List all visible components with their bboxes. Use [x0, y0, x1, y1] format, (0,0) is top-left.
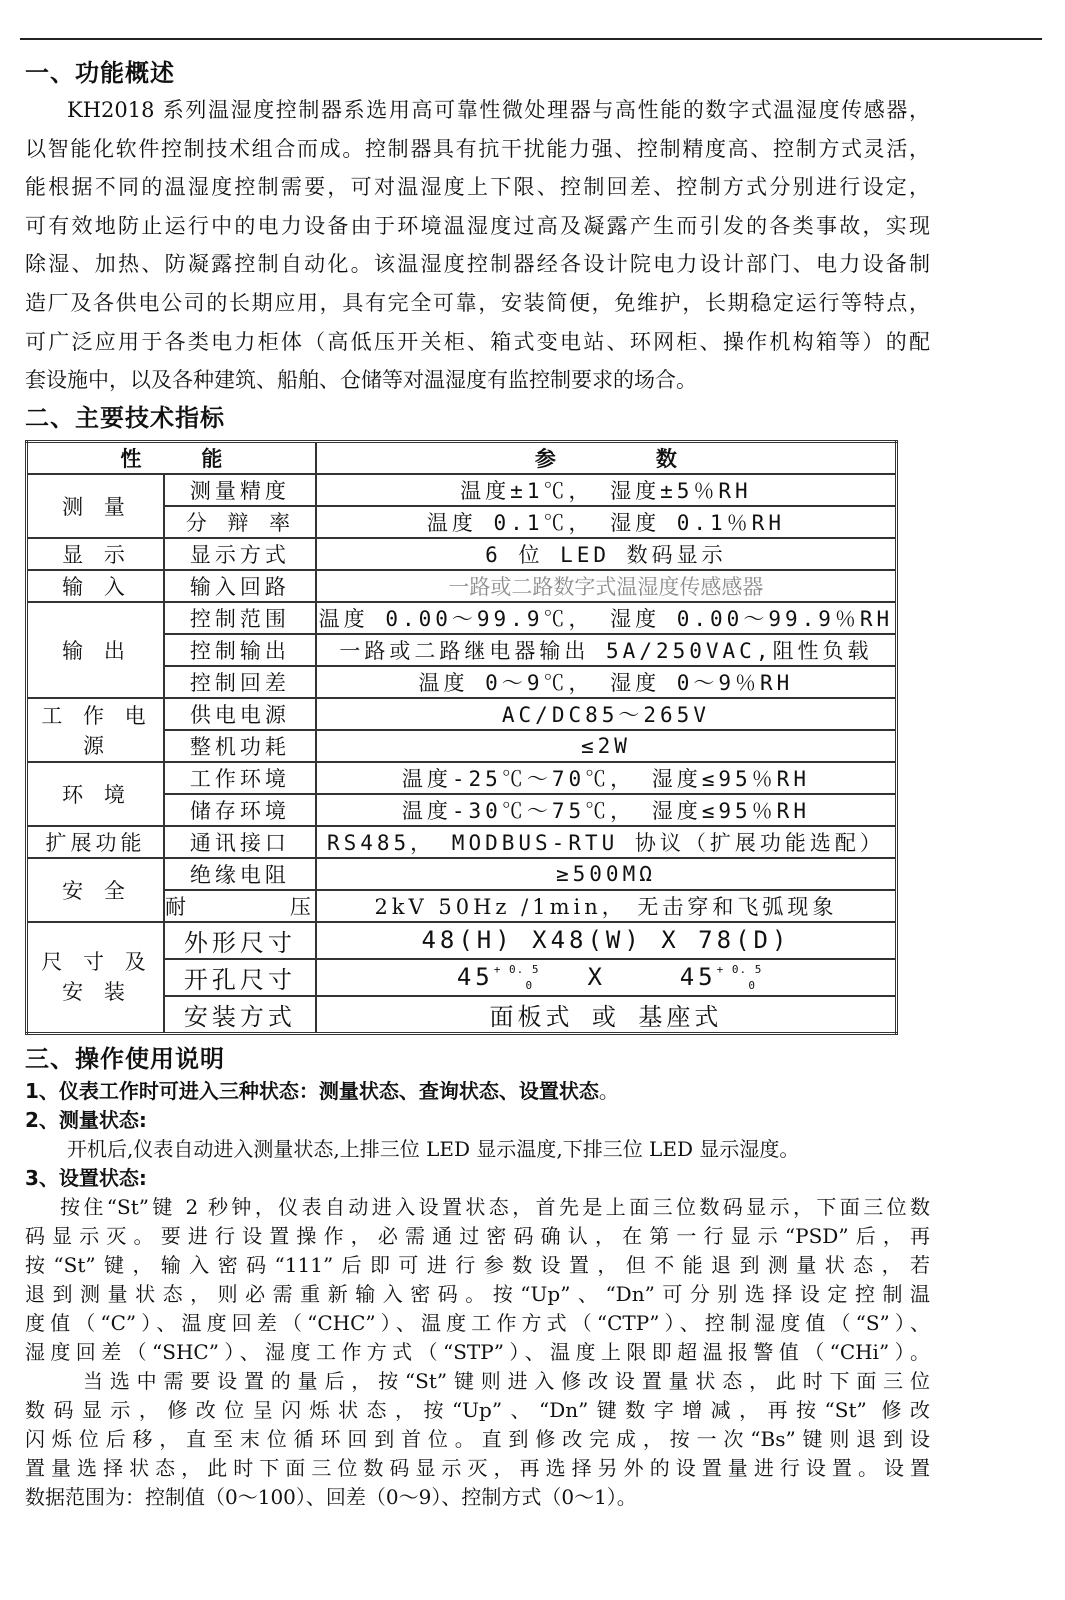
group-size-install: 尺 寸 及 安 装: [27, 922, 165, 1034]
modify-paragraph: [25, 1367, 930, 1512]
paragraph-line: 当选中需要设置的量后，按“St”键则进入修改设置量状态，此时下面三位: [83, 1368, 930, 1393]
table-row: [27, 698, 897, 730]
paragraph-line: 度值（“C”）、温度回差（“CHC”）、温度工作方式（“CTP”）、控制湿度值（“S”）、: [25, 1310, 930, 1335]
table-row: [27, 570, 897, 602]
section-1-title: 一、功能概述: [25, 59, 175, 87]
table-row: [27, 474, 897, 506]
item-cell: 显示方式: [164, 538, 316, 570]
item-cell: 绝缘电阻: [164, 858, 316, 890]
group-power: 工 作 电 源: [27, 698, 165, 762]
paragraph-line: 数码显示，修改位呈闪烁状态，按“Up”、“Dn”键数字增减，再按“St” 修改: [25, 1397, 930, 1422]
state-names: 测量状态、查询状态、设置状态: [318, 1078, 599, 1103]
state-list: 1、仪表工作时可进入三种状态：测量状态、查询状态、设置状态。: [25, 1078, 619, 1103]
paragraph-line: 码显示灭。要进行设置操作，必需通过密码确认，在第一行显示“PSD”后，再: [25, 1223, 930, 1248]
group-input: 输 入: [27, 570, 165, 602]
table-row: [27, 762, 897, 794]
header-performance: 性 能: [27, 441, 316, 474]
item-cell: 输入回路: [164, 570, 316, 602]
item-cell: 测量精度: [164, 474, 316, 506]
value-cell: 一路或二路数字式温湿度传感感器: [316, 570, 897, 602]
paragraph-line: 湿度回差（“SHC”）、湿度工作方式（“STP”）、温度上限即超温报警值（“CHi”）。: [25, 1339, 930, 1364]
paragraph-line: 能根据不同的温湿度控制需要，可对温湿度上下限、控制回差、控制方式分别进行设定，: [25, 175, 930, 200]
value-cell: RS485， MODBUS-RTU 协议（扩展功能选配）: [316, 826, 897, 858]
table-row: [27, 538, 897, 570]
setting-state-paragraph: [25, 1193, 930, 1367]
spec-table: [25, 440, 898, 1035]
paragraph-line: 按住“St”键 2 秒钟，仪表自动进入设置状态，首先是上面三位数码显示，下面三位数: [60, 1194, 930, 1219]
item-cell: 安装方式: [164, 996, 316, 1034]
paragraph-line: 以智能化软件控制技术组合而成。控制器具有抗干扰能力强、控制精度高、控制方式灵活，: [25, 136, 930, 161]
group-extension: 扩展功能: [27, 826, 165, 858]
paragraph-line: 可广泛应用于各类电力柜体（高低压开关柜、箱式变电站、环网柜、操作机构箱等）的配: [25, 329, 930, 354]
setting-state-heading: 3、设置状态:: [25, 1165, 147, 1190]
item-cell: 控制输出: [164, 634, 316, 666]
group-output: 输 出: [27, 602, 165, 698]
item-cell: 通讯接口: [164, 826, 316, 858]
item-cell: 耐 压: [164, 890, 316, 922]
item-cell: 外形尺寸: [164, 922, 316, 959]
item-cell: 储存环境: [164, 794, 316, 826]
item-cell: 供电电源: [164, 698, 316, 730]
value-cell: 温度-25℃～70℃， 湿度≤95％RH: [316, 762, 897, 794]
paragraph-line: 退到测量状态，则必需重新输入密码。按“Up”、“Dn”可分别选择设定控制温: [25, 1281, 930, 1306]
value-cell: 温度 0.1℃， 湿度 0.1％RH: [316, 506, 897, 538]
table-row: [27, 922, 897, 959]
paragraph-line: 按“St”键，输入密码“111”后即可进行参数设置，但不能退到测量状态，若: [25, 1252, 930, 1277]
value-cell: 温度 0.00～99.9℃， 湿度 0.00～99.9％RH: [316, 602, 897, 634]
paragraph-line: 闪烁位后移，直至末位循环回到首位。直到修改完成，按一次“Bs”键则退到设: [25, 1426, 930, 1451]
value-cell: 6 位 LED 数码显示: [316, 538, 897, 570]
paragraph-line: 造厂及各供电公司的长期应用，具有完全可靠，安装简便，免维护，长期稳定运行等特点，: [25, 290, 930, 315]
item-cell: 分 辩 率: [164, 506, 316, 538]
group-safety: 安 全: [27, 858, 165, 922]
value-cell: 一路或二路继电器输出 5A/250VAC,阻性负载: [316, 634, 897, 666]
value-cell: 48(H) X48(W) X 78(D): [316, 922, 897, 959]
spec-header-row: [27, 441, 897, 474]
header-parameters: 参 数: [316, 441, 897, 474]
value-cell: 温度±1℃， 湿度±5％RH: [316, 474, 897, 506]
item-cell: 开孔尺寸: [164, 959, 316, 996]
paragraph-line: 可有效地防止运行中的电力设备由于环境温湿度过高及凝露产生而引发的各类事故，实现: [25, 213, 930, 238]
group-environment: 环 境: [27, 762, 165, 826]
value-cell: 面板式 或 基座式: [316, 996, 897, 1034]
table-row: [27, 858, 897, 890]
cutout-size-cell: $45^{+ 0. 5}_0$ X $45^{+ 0. 5}_0$: [316, 959, 897, 996]
paragraph-line: 除湿、加热、防凝露控制自动化。该温湿度控制器经各设计院电力设计部门、电力设备制: [25, 252, 930, 277]
value-cell: 2kV 50Hz /1min， 无击穿和飞弧现象: [316, 890, 897, 922]
group-display: 显 示: [27, 538, 165, 570]
measure-state-heading: 2、测量状态:: [25, 1107, 147, 1132]
paragraph-line: 套设施中，以及各种建筑、船舶、仓储等对温湿度有监控制要求的场合。: [25, 368, 697, 393]
paragraph-line: KH2018 系列温湿度控制器系选用高可靠性微处理器与高性能的数字式温湿度传感器，: [67, 98, 930, 122]
group-measure: 测 量: [27, 474, 165, 538]
table-row: [27, 826, 897, 858]
document-body: [25, 55, 1025, 1512]
value-cell: 温度-30℃～75℃， 湿度≤95％RH: [316, 794, 897, 826]
paragraph-line: 数据范围为：控制值（0～100）、回差（0～9）、控制方式（0～1）。: [25, 1484, 637, 1509]
item-cell: 整机功耗: [164, 730, 316, 762]
section-2-title: 二、主要技术指标: [25, 403, 225, 432]
section-3-title: 三、操作使用说明: [25, 1044, 225, 1073]
value-cell: ≤2W: [316, 730, 897, 762]
item-cell: 控制范围: [164, 602, 316, 634]
value-cell: AC/DC85～265V: [316, 698, 897, 730]
paragraph-line: 置量选择状态，此时下面三位数码显示灭，再选择另外的设置量进行设置。设置: [25, 1455, 930, 1480]
section-1-paragraph: [25, 91, 930, 400]
measure-state-text: 开机后,仪表自动进入测量状态,上排三位 LED 显示温度,下排三位 LED 显示湿度。: [67, 1136, 800, 1161]
table-row: [27, 602, 897, 634]
value-cell: 温度 0～9℃， 湿度 0～9％RH: [316, 666, 897, 698]
item-cell: 工作环境: [164, 762, 316, 794]
value-cell: ≥500MΩ: [316, 858, 897, 890]
top-rule: [20, 38, 1042, 40]
item-cell: 控制回差: [164, 666, 316, 698]
